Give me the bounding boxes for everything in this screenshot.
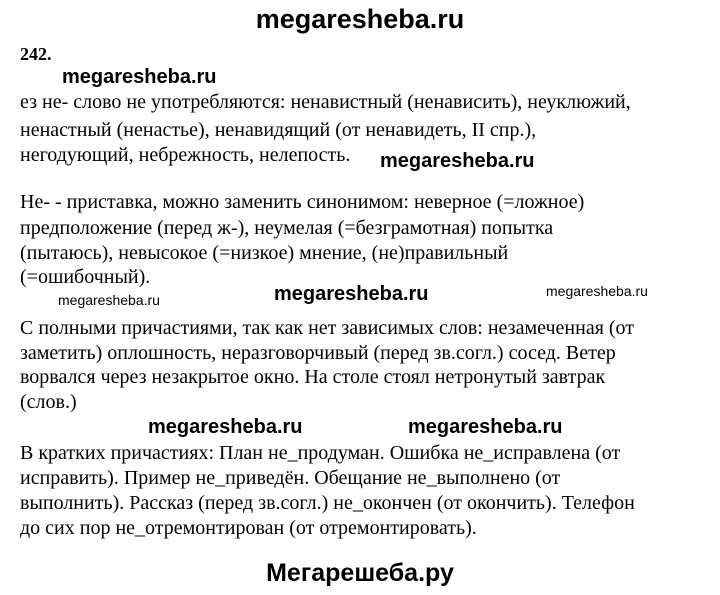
paragraph-2-line-3: (пытаюсь), невысокое (=низкое) мнение, (не)правильный [20, 242, 509, 264]
paragraph-4-line-3: выполнить). Рассказ (перед зв.согл.) не_окончен (от окончить). Телефон [20, 492, 635, 514]
watermark-inline: megaresheba.ru [546, 283, 648, 299]
watermark-inline: megaresheba.ru [380, 150, 535, 172]
watermark-inline: megaresheba.ru [408, 416, 563, 438]
paragraph-4-line-4: до сих пор не_отремонтирован (от отремонтировать). [20, 517, 477, 539]
paragraph-2-line-1: Не- - приставка, можно заменить синонимом: неверное (=ложное) [20, 191, 585, 213]
paragraph-1-line-3: негодующий, небрежность, нелепость. [20, 144, 351, 166]
paragraph-4-line-1: В кратких причастиях: План не_продуман. Ошибка не_исправлена (от [20, 442, 621, 464]
paragraph-2-line-2: предположение (перед ж-), неумелая (=безграмотная) попытка [20, 217, 554, 239]
paragraph-3-line-4: (слов.) [20, 391, 77, 413]
watermark-footer: Мегарешеба.ру [266, 559, 454, 587]
watermark-inline: megaresheba.ru [274, 283, 429, 305]
watermark-inline: megaresheba.ru [58, 292, 160, 308]
watermark-inline: megaresheba.ru [62, 66, 217, 88]
paragraph-3-line-2: заметить) оплошность, неразговорчивый (перед зв.согл.) сосед. Ветер [20, 342, 616, 364]
paragraph-2-line-4: (=ошибочный). [20, 266, 151, 288]
paragraph-1-line-2: ненастный (ненастье), ненавидящий (от ненавидеть, II спр.), [20, 119, 537, 141]
watermark-header: megaresheba.ru [255, 4, 465, 34]
paragraph-3-line-1: С полными причастиями, так как нет зависимых слов: незамеченная (от [20, 317, 635, 339]
watermark-inline: megaresheba.ru [148, 416, 303, 438]
paragraph-4-line-2: исправить). Пример не_приведён. Обещание не_выполнено (от [20, 467, 561, 489]
paragraph-3-line-3: ворвался через незакрытое окно. На столе стоял нетронутый завтрак [20, 366, 606, 388]
task-number: 242. [20, 44, 52, 64]
paragraph-1-line-1: ез не- слово не употребляются: ненавистный (ненависить), неуклюжий, [20, 91, 631, 113]
